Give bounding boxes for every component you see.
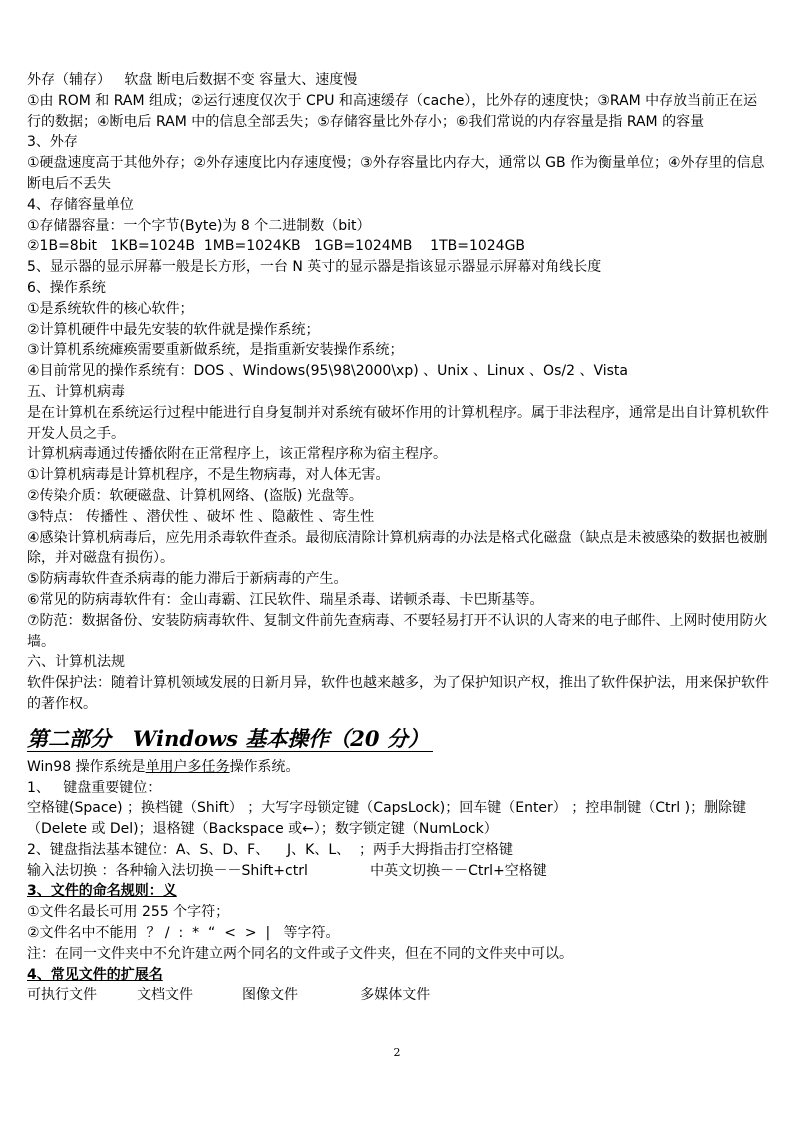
- text-line: ②1B=8bit 1KB=1024B 1MB=1024KB 1GB=1024MB 1TB=1024GB: [27, 238, 526, 255]
- list-item: ①计算机病毒是计算机程序，不是生物病毒，对人体无害。: [27, 467, 390, 484]
- list-item: ⑦防范：数据备份、安装防病毒软件、复制文件前先查病毒、不要轻易打开不认识的人寄来的电子邮件、上网时使用防火墙。: [27, 612, 768, 650]
- list-item: ①是系统软件的核心软件；: [27, 300, 194, 317]
- text-paragraph: ①硬盘速度高于其他外存；②外存速度比内存速度慢；③外存容量比内存大，通常以 GB 作为衡量单位；④外存里的信息断电后不丢失: [27, 155, 765, 192]
- text-paragraph: 软件保护法：随着计算机领域发展的日新月异，软件也越来越多，为了保护知识产权，推出了软件保护法，用来保护软件的著作权。: [27, 675, 769, 712]
- text-line: [27, 757, 769, 778]
- text-line: 外存（辅存） 软盘 断电后数据不变 容量大、速度慢: [27, 72, 358, 88]
- list-item: ⑥常见的防病毒软件有：金山毒霸、江民软件、瑞星杀毒、诺顿杀毒、卡巴斯基等。: [27, 591, 544, 608]
- text-line: 2、键盘指法基本键位：A、S、D、F、 J、K、L、 ；两手大拇指击打空格键: [27, 841, 514, 858]
- win98-text-c: 操作系统。: [229, 758, 300, 775]
- text-line: ①存储器容量：一个字节(Byte)为 8 个二进制数（bit）: [27, 217, 371, 234]
- note-line: 注：在同一文件夹中不允许建立两个同名的文件或子文件夹，但在不同的文件夹中可以。: [27, 945, 573, 962]
- list-item: ②传染介质：软硬磁盘、计算机网络、(盗版) 光盘等。: [27, 487, 363, 504]
- list-item: ①文件名最长可用 255 个字符；: [27, 904, 230, 921]
- section-heading: 3、外存: [27, 134, 78, 151]
- section-heading: 4、存储容量单位: [27, 196, 134, 213]
- section-heading: 六、计算机法规: [27, 654, 125, 671]
- document-body: [27, 70, 769, 1006]
- list-item: ②计算机硬件中最先安装的软件就是操作系统；: [27, 321, 320, 338]
- section-heading: 6、操作系统: [27, 279, 106, 296]
- page-number: 2: [393, 1046, 401, 1059]
- text-line: 5、显示器的显示屏幕一般是长方形，一台 N 英寸的显示器是指该显示器显示屏幕对角线长度: [27, 259, 602, 276]
- text-paragraph: 空格键(Space) ；换档键（Shift） ；大写字母锁定键（CapsLock)；回车键（Enter） ；控串制键（Ctrl )；删除键（Delete 或 Del)；退格键（Backspace 或←）；数字锁定键（NumLock）: [27, 800, 747, 838]
- part-heading: [27, 721, 769, 757]
- text-paragraph: 是在计算机在系统运行过程中能进行自身复制并对系统有破坏作用的计算机程序。属于非法程序，通常是出自计算机软件开发人员之手。: [27, 404, 769, 442]
- section-heading: 3、文件的命名规则：义: [27, 883, 177, 900]
- text-line: 计算机病毒通过传播依附在正常程序上，该正常程序称为宿主程序。: [27, 446, 447, 463]
- text-paragraph: ①由 ROM 和 RAM 组成；②运行速度仅次于 CPU 和高速缓存（cache），比外存的速度快；③RAM 中存放当前正在运行的数据；④断电后 RAM 中的信息全部丢失；⑤存储容量比外存小；⑥我们常说的内存容量是指 RAM 的容量: [27, 92, 758, 130]
- list-item: ③计算机系统瘫痪需要重新做系统，是指重新安装操作系统；: [27, 342, 404, 359]
- text-line: 可执行文件 文档文件 图像文件 多媒体文件: [27, 987, 431, 1004]
- list-item: ③特点： 传播性 、潜伏性 、破坏 性 、隐蔽性 、寄生性: [27, 508, 375, 525]
- win98-underlined: 单用户多任务: [145, 758, 230, 775]
- section-heading: 五、计算机病毒: [27, 383, 125, 400]
- text-line: 输入法切换 ：各种输入法切换－－Shift+ctrl 中英文切换－－Ctrl+空格键: [27, 862, 547, 879]
- section-heading: 1、 键盘重要键位：: [27, 779, 162, 796]
- list-item: ④目前常见的操作系统有：DOS 、Windows(95\98\2000\xp) 、Unix 、Linux 、Os/2 、Vista: [27, 363, 628, 380]
- list-item: ④感染计算机病毒后，应先用杀毒软件查杀。最彻底清除计算机病毒的办法是格式化磁盘（缺点是未被感染的数据也被删除，并对磁盘有损伤）。: [27, 529, 768, 567]
- part-heading-text: 第二部分 Windows 基本操作（20 分）: [27, 726, 433, 752]
- list-item: ⑤防病毒软件查杀病毒的能力滞后于新病毒的产生。: [27, 571, 348, 588]
- win98-text-a: Win98 操作系统是: [27, 758, 146, 775]
- list-item: ②文件名中不能用 ？ / : * “ < > | 等字符。: [27, 925, 340, 942]
- section-heading: 4、常见文件的扩展名: [27, 966, 163, 983]
